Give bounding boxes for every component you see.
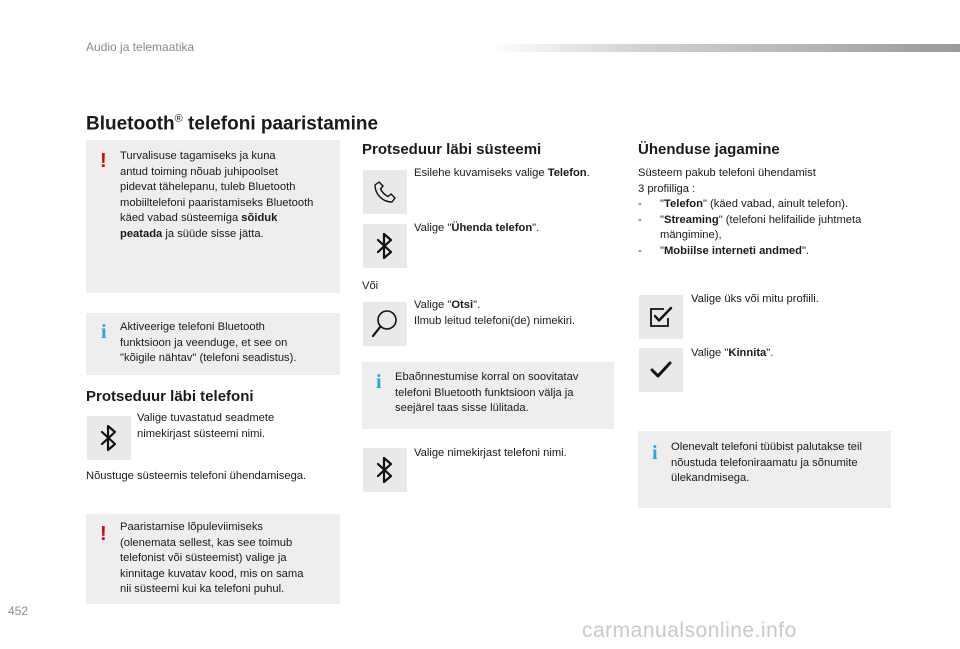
phone-step-text: Valige tuvastatud seadmete nimekirjast süsteemi nimi. <box>137 412 275 440</box>
info-phonebook-text: Olenevalt telefoni tüübist palutakse teil nõustuda telefoniraamatu ja sõnumite ülekandmisega. <box>671 441 862 484</box>
phone-procedure-heading: Protseduur läbi telefoni <box>86 388 254 405</box>
checkbox-icon-box <box>639 295 683 339</box>
warning-safety-text: Turvalisuse tagamiseks ja kuna antud toiming nõuab juhipoolset pidevat tähelepanu, tuleb Bluetooth mobiiltelefoni paaristamiseks Bluetooth käed vabad süsteemiga sõiduk peatada ja süüde sisse jätta. <box>120 150 314 240</box>
profile-list <box>638 197 888 259</box>
system-step-connect: Valige "Ühenda telefon". <box>414 222 540 234</box>
section-label: Audio ja telemaatika <box>86 40 195 54</box>
search-icon-box <box>363 302 407 346</box>
profile-item-streaming: - "Streaming" (telefoni helifailide juhtmeta mängimine), <box>638 213 862 241</box>
bluetooth-icon-box <box>363 224 407 268</box>
info-visibility-text: Aktiveerige telefoni Bluetooth funktsioon ja veenduge, et see on "kõigile nähtav" (telefoni seadistus). <box>120 321 297 364</box>
warning-code-text: Paaristamise lõpuleviimiseks (olenemata sellest, kas see toimub telefonist või süsteemist) valige ja kinnitage kuvatav kood, mis on sama nii süsteemi kui ka telefoni puhul. <box>120 521 304 595</box>
warning-icon: ! <box>100 523 107 545</box>
warning-note-code <box>86 514 340 604</box>
accept-pairing-text: Nõustuge süsteemis telefoni ühendamisega. <box>86 470 307 482</box>
info-icon: i <box>376 371 382 393</box>
search-icon <box>370 308 400 340</box>
phone-icon-box <box>363 170 407 214</box>
header-bar <box>490 44 960 52</box>
system-procedure-heading: Protseduur läbi süsteemi <box>362 141 542 158</box>
title-reg: ® <box>174 113 183 125</box>
page-number: 452 <box>8 604 29 618</box>
system-step-search: Valige "Otsi". Ilmub leitud telefoni(de) nimekiri. <box>414 299 576 327</box>
checkmark-icon-box <box>639 348 683 392</box>
info-note-visibility <box>86 313 340 375</box>
title-rest: telefoni paaristamine <box>182 113 379 135</box>
select-profile-text: Valige üks või mitu profiili. <box>691 293 819 305</box>
bluetooth-icon <box>375 231 395 261</box>
or-text: Või <box>362 280 379 292</box>
bluetooth-icon-box <box>363 448 407 492</box>
bluetooth-icon-box <box>87 416 131 460</box>
bluetooth-icon <box>99 423 119 453</box>
watermark: carmanualsonline.info <box>582 619 797 642</box>
info-failure-text: Ebaõnnestumise korral on soovitatav telefoni Bluetooth funktsioon välja ja seejärel taas sisse lülitada. <box>395 371 579 414</box>
connection-sharing-heading: Ühenduse jagamine <box>638 141 780 158</box>
info-icon: i <box>652 442 658 464</box>
info-icon: i <box>101 321 107 343</box>
page-title <box>86 113 378 135</box>
profile-item-mobile-data: - "Mobiilse interneti andmed". <box>638 244 810 257</box>
phone-icon <box>372 179 398 205</box>
info-note-failure <box>362 362 614 429</box>
system-step-select-phone: Valige nimekirjast telefoni nimi. <box>414 447 567 459</box>
system-step-phone: Esilehe kuvamiseks valige Telefon. <box>414 167 590 179</box>
warning-note-safety <box>86 140 340 293</box>
confirm-text: Valige "Kinnita". <box>691 347 774 359</box>
profiles-intro: Süsteem pakub telefoni ühendamist 3 profiiliga : <box>638 167 816 195</box>
warning-icon: ! <box>100 150 107 172</box>
title-main: Bluetooth <box>86 113 175 135</box>
profile-item-telefon: - "Telefon" (käed vabad, ainult telefon). <box>638 198 849 210</box>
info-note-phonebook <box>638 431 891 508</box>
checkbox-icon <box>648 305 674 329</box>
bluetooth-icon <box>375 455 395 485</box>
checkmark-icon <box>649 360 673 380</box>
